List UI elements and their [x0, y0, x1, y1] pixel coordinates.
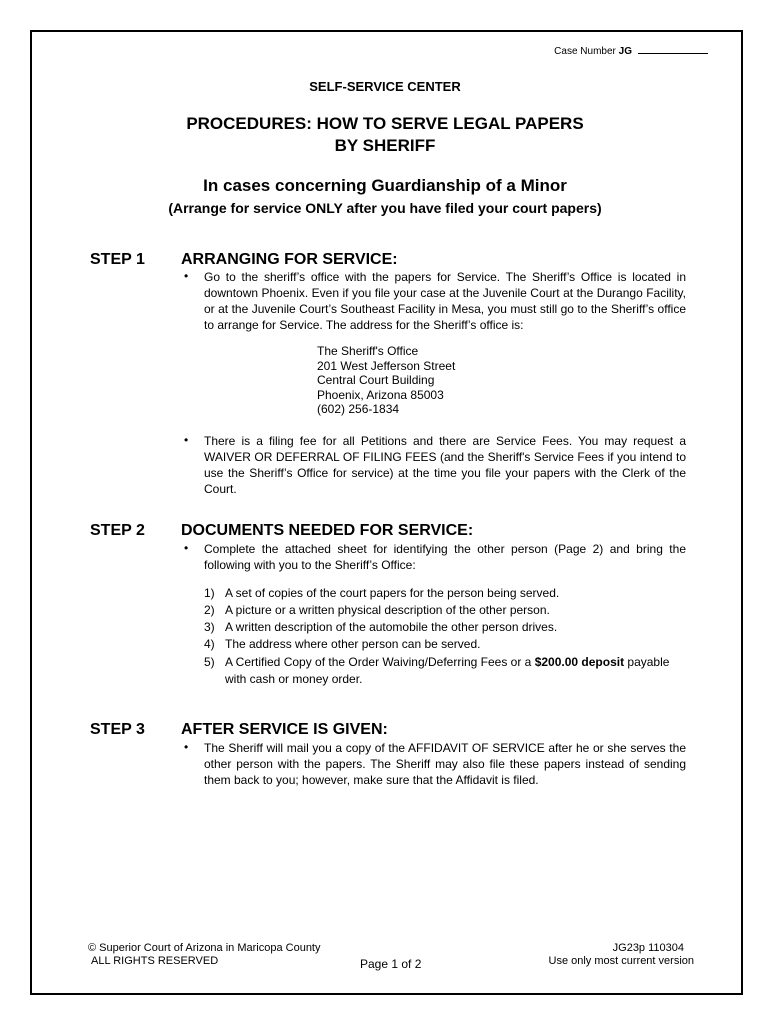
title-line-2: BY SHERIFF [334, 136, 436, 155]
step-3-label: STEP 3 [90, 721, 145, 738]
deposit-amount: $200.00 deposit [534, 655, 625, 669]
step-2-heading: DOCUMENTS NEEDED FOR SERVICE: [181, 522, 474, 539]
list-item: 5) A Certified Copy of the Order Waiving/Deferring Fees or a $200.00 deposit payable [204, 655, 670, 669]
step-2-label: STEP 2 [90, 522, 145, 539]
footer-form-info [549, 942, 695, 968]
case-number-prefix: JG [618, 46, 632, 57]
list-item: 2) A picture or a written physical description of the other person. [204, 603, 550, 617]
address-line: Central Court Building [317, 373, 435, 388]
step-1-paragraph-1: Go to the sheriff’s office with the papers for Service. The Sheriff’s Office is located in downtown Phoenix. Even if you file your case at the Juvenile Court at the Durango Facility, or at the Juvenile Court’s Southeast Facility in Mesa, you must still go to the Sheriff’s office to arrange for Service. The address for the Sheriff’s office is: [204, 270, 686, 332]
bullet-icon: • [184, 433, 189, 447]
bullet-icon: • [184, 269, 189, 283]
step-1-paragraph-2: There is a filing fee for all Petitions and there are Service Fees. You may request a WAIVER OR DEFERRAL OF FILING FEES (and the Sheriff's Service Fees if you intend to use the Sheriff’s Office for service) at the time you file your papers with the Clerk of the Court. [204, 434, 686, 496]
rights-text: ALL RIGHTS RESERVED [91, 955, 219, 967]
address-line: 201 West Jefferson Street [317, 358, 456, 373]
address-line: The Sheriff's Office [317, 344, 419, 358]
subtitle-note: (Arrange for service ONLY after you have filed your court papers) [168, 200, 602, 216]
subtitle: In cases concerning Guardianship of a Minor [203, 176, 567, 195]
documents-list [204, 585, 669, 688]
page-number: Page 1 of 2 [360, 957, 422, 971]
step-1-label: STEP 1 [90, 251, 145, 268]
bullet-icon: • [184, 740, 189, 754]
step-3-paragraph: The Sheriff will mail you a copy of the AFFIDAVIT OF SERVICE after he or she serves the other person with the papers. The Sheriff may also file these papers instead of sending them back to you; however, make sure that the Affidavit is filed. [204, 741, 686, 787]
list-item: 3) A written description of the automobile the other person drives. [204, 620, 558, 634]
address-line: Phoenix, Arizona 85003 [317, 387, 444, 402]
address-phone: (602) 256-1834 [317, 402, 400, 417]
copyright-text: © Superior Court of Arizona in Maricopa County [88, 942, 321, 954]
step-2-paragraph: Complete the attached sheet for identifying the other person (Page 2) and bring the following with you to the Sheriff’s Office: [204, 542, 686, 572]
step-3-heading: AFTER SERVICE IS GIVEN: [181, 721, 388, 738]
footer-copyright [88, 942, 321, 968]
center-title: SELF-SERVICE CENTER [309, 79, 461, 94]
case-number [554, 46, 708, 57]
step-1-heading: ARRANGING FOR SERVICE: [181, 251, 398, 268]
list-item: 1) A set of copies of the court papers for the person being served. [204, 586, 560, 600]
bullet-icon: • [184, 541, 189, 555]
list-item: 4) The address where other person can be served. [204, 637, 481, 651]
title-line-1: PROCEDURES: HOW TO SERVE LEGAL PAPERS [186, 114, 584, 133]
version-note: Use only most current version [548, 955, 694, 967]
list-item-continuation: with cash or money order. [225, 672, 363, 686]
sheriff-address [317, 344, 455, 417]
case-number-label: Case Number [554, 46, 616, 57]
form-code: JG23p 110304 [612, 942, 684, 954]
page-border [30, 30, 743, 995]
case-number-blank[interactable] [638, 53, 708, 54]
